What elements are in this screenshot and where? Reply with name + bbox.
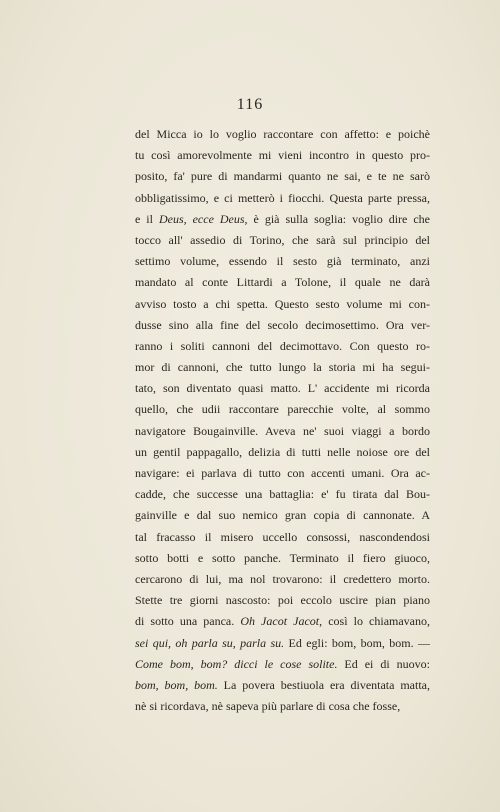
text-line: tocco all' assedio di Torino, che sarà sul principio del	[135, 232, 430, 247]
italic-segment: Oh Jacot Jacot	[240, 614, 320, 629]
text-segment: , è già sulla soglia: voglio dire che	[244, 211, 431, 226]
text-segment: , così lo chiamavano,	[319, 614, 431, 629]
text-line: cercarono di lui, ma nol trovarono: il credettero morto.	[135, 571, 430, 586]
text-segment: e il	[135, 211, 159, 226]
text-line: ranno i soliti cannoni del decimottavo. Con questo ro-	[135, 338, 430, 353]
text-line: obbligatissimo, e ci metterò i fiocchi. Questa parte pressa,	[135, 190, 430, 205]
text-line: settimo volume, essendo il sesto già terminato, anzi	[135, 254, 430, 269]
text-line: mandato al conte Littardi a Tolone, il quale ne darà	[135, 275, 430, 290]
italic-segment: sei qui, oh parla su, parla su.	[135, 635, 285, 650]
text-line: posito, fa' pure di mandarmi quanto ne sai, e te ne sarò	[135, 169, 430, 184]
italic-segment: Come bom, bom? dicci le cose solite.	[135, 656, 338, 671]
text-segment: Ed egli: bom, bom, bom. —	[284, 635, 430, 650]
page-number: 116	[236, 96, 264, 113]
text-line	[135, 675, 430, 696]
text-line: avviso tosto a chi spetta. Questo sesto volume mi con-	[135, 296, 430, 311]
body-text	[135, 124, 430, 717]
text-line: tu così amorevolmente mi vieni incontro in questo pro-	[135, 148, 430, 163]
text-line: un gentil pappagallo, delizia di tutti nelle noiose ore del	[135, 444, 430, 459]
text-line: gainville e dal suo nemico gran copia di cannonate. A	[135, 508, 430, 523]
text-line: quello, che udii raccontare parecchie volte, al sommo	[135, 402, 430, 417]
text-line: navigare: ei parlava di tutto con accenti umani. Ora ac-	[135, 466, 430, 480]
text-line: tal fracasso il misero uccello consossi, nascondendosi	[135, 529, 430, 544]
text-segment: La povera bestiuola era diventata matta,	[217, 677, 431, 692]
text-line	[135, 633, 430, 654]
text-line: dusse sino alla fine del secolo decimosettimo. Ora ver-	[135, 317, 430, 332]
text-line: tato, son diventato quasi matto. L' accidente mi ricorda	[135, 381, 430, 396]
text-line: cadde, che successe una battaglia: e' fu tirata dal Bou-	[135, 487, 430, 502]
italic-segment: bom, bom, bom.	[135, 677, 218, 692]
italic-segment: Deus, ecce Deus	[158, 211, 245, 226]
text-segment: Ed ei di nuovo:	[337, 656, 430, 671]
text-line: sotto botti e sotto panche. Terminato il fiero giuoco,	[135, 550, 430, 565]
text-line	[135, 209, 430, 230]
text-line: nè si ricordava, nè sapeva più parlare di cosa che fosse,	[135, 699, 401, 714]
text-line: del Micca io lo voglio raccontare con affetto: e poichè	[135, 127, 430, 141]
text-line: navigatore Bougainville. Aveva ne' suoi viaggi a bordo	[135, 423, 430, 438]
text-line: Stette tre giorni nascosto: poi eccolo uscire pian piano	[135, 593, 430, 608]
text-line	[135, 654, 430, 675]
text-line: mor di cannoni, che tutto lungo la storia mi ha segui-	[135, 360, 430, 375]
text-line	[135, 611, 430, 632]
text-segment: di sotto una panca.	[135, 614, 241, 629]
